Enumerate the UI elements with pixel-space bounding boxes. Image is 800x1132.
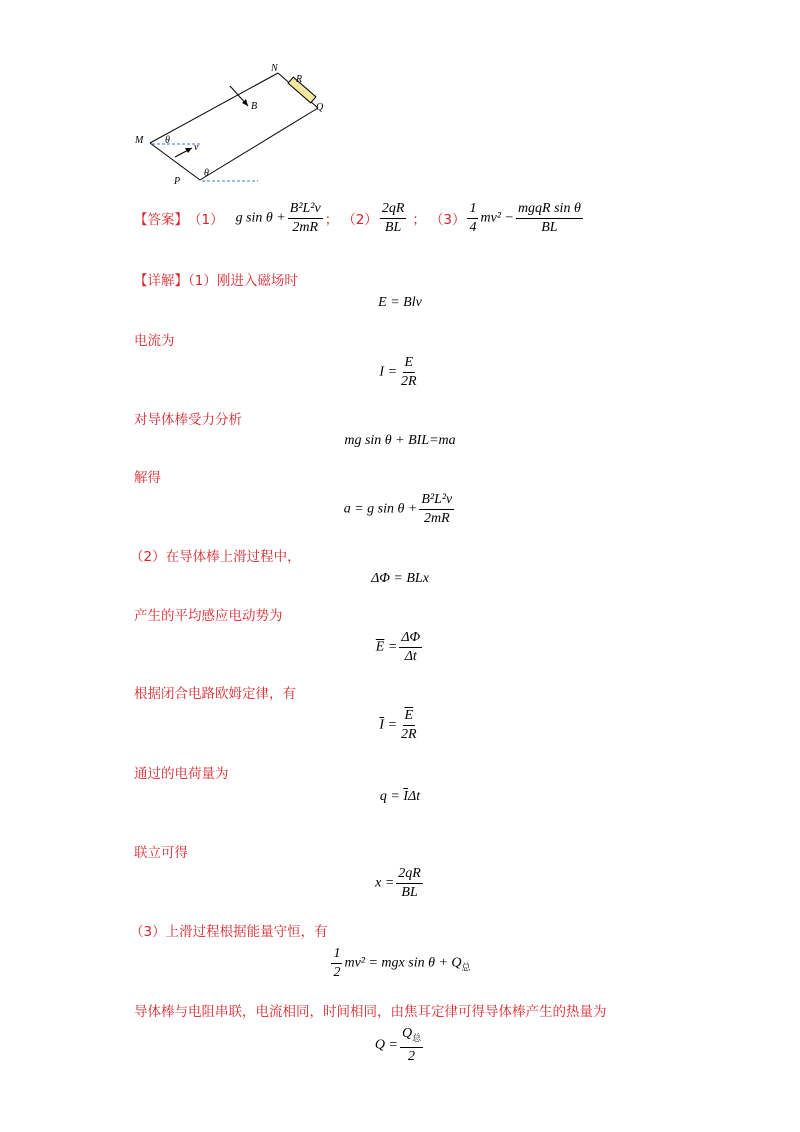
answer-part2-expr [378,201,409,236]
eq-current [0,355,800,390]
answer-part1-expr [236,201,325,236]
eq-accel-den: 2mR [423,511,450,526]
answer-sep1: ； [324,212,339,228]
v-arrow-head [185,148,192,153]
answer-part3-frac1 [467,201,478,236]
answer-part2-label: （2） [342,212,378,228]
answer-part3-label: （3） [429,212,466,228]
eq-accel-num: B²L²v [419,492,454,510]
eq-energy [0,946,800,981]
label-q: Q [316,102,324,113]
explanation-prefix: 【详解】 [134,273,188,289]
answer-line [134,198,585,238]
eq-current-den: 2R [401,374,417,389]
eq-current-frac [399,355,419,390]
eq-charge-lead: q = [379,789,400,804]
label-v: v [194,142,199,153]
eq-current-num: E [403,355,416,373]
text-current: 电流为 [134,333,175,349]
eq-heat-num [400,1026,423,1048]
eq-flux: ΔΦ = BLx [371,571,429,586]
eq-heat-lead: Q = [374,1037,398,1053]
eq-accel [0,492,800,527]
answer-part2-frac [380,201,407,236]
answer-part3-frac2 [516,201,583,236]
rail-lower [200,108,318,180]
answer-prefix: 【答案】 [134,212,188,228]
eq-avg-current-den: 2R [401,727,417,742]
eq-charge [0,789,800,805]
text-charge: 通过的电荷量为 [134,766,229,782]
answer-part1-lead: g sin θ + [235,210,286,226]
eq-heat [0,1026,800,1065]
eq-accel-frac [419,492,454,527]
answer-part1-num: B²L²v [288,201,323,219]
answer-part1-frac [288,201,323,236]
label-theta-m: θ [165,135,170,146]
eq-avg-emf-frac [399,630,422,665]
eq-charge-tail: Δt [408,789,421,804]
label-theta-p: θ [204,168,209,179]
eq-charge-bar: $\overline{I}$ [403,789,408,804]
text-ohm: 根据闭合电路欧姆定律，有 [134,686,296,702]
answer-part1-label: （1） [188,212,224,228]
eq-avg-emf-num: ΔΦ [399,630,422,648]
answer-part2-den: BL [384,219,402,235]
eq-heat-den: 2 [408,1048,416,1064]
text-solve: 解得 [134,470,161,486]
eq-energy-frac [331,946,342,981]
text-part2: （2）在导体棒上滑过程中， [130,549,301,565]
eq-energy-num: 1 [331,946,342,964]
eq-force: mg sin θ + BIL=ma [344,433,456,448]
eq-heat-num-q: Q [401,1026,413,1041]
label-r: R [296,74,303,85]
explanation-intro-text: （1）刚进入磁场时 [188,273,298,289]
eq-emf: E = Blv [378,295,422,310]
eq-accel-lead: a = g sin θ + [343,501,418,517]
rail-end-mp [150,143,200,180]
eq-avg-current-num: $\overline{E}$ [403,708,416,726]
eq-heat-num-sub: 总 [412,1032,422,1043]
eq-displacement-lead: x = [375,875,395,891]
eq-avg-emf-eq: = [387,639,398,655]
eq-displacement [0,866,800,901]
eq-heat-frac [400,1026,423,1065]
answer-part3-frac2-num: mgqR sin θ [516,201,583,219]
eq-current-lead: I = [379,364,398,380]
answer-sep2: ； [412,212,426,228]
eq-avg-current-frac [399,708,419,743]
answer-part1-den: 2mR [292,219,319,235]
answer-part3-frac1-den: 4 [469,219,477,235]
eq-avg-emf-lead: $\overline{E}$ [375,639,385,655]
text-heat: 导体棒与电阻串联，电流相同，时间相同，由焦耳定律可得导体棒产生的热量为 [134,1004,607,1020]
answer-part3-mid: mv² − [480,210,514,226]
eq-avg-emf [0,630,800,665]
eq-avg-current [0,708,800,743]
eq-avg-current-eq: = [387,717,398,733]
text-force: 对导体棒受力分析 [134,412,242,428]
answer-part3-expr [465,201,584,236]
text-combine: 联立可得 [134,845,188,861]
eq-energy-den: 2 [333,965,341,980]
eq-avg-current-lead: $\overline{I}$ [379,717,385,733]
answer-part2-num: 2qR [380,201,407,219]
eq-energy-sub: 总 [461,962,471,973]
incline-rails-diagram [130,60,330,190]
eq-displacement-den: BL [401,885,418,900]
label-b: B [251,101,258,112]
label-p: P [174,176,181,187]
eq-avg-emf-den: Δt [404,649,417,664]
eq-displacement-frac [396,866,423,901]
text-part3: （3）上滑过程根据能量守恒，有 [130,924,328,940]
rail-upper [150,73,278,143]
answer-part3-frac1-num: 1 [467,201,478,219]
eq-energy-mid: mv² = mgx sin θ + Q [344,955,462,971]
label-m: M [135,135,144,146]
answer-part3-frac2-den: BL [541,219,558,235]
label-n: N [271,63,278,74]
explanation-intro [134,269,298,289]
text-avg-emf: 产生的平均感应电动势为 [134,608,283,624]
eq-displacement-num: 2qR [396,866,423,884]
